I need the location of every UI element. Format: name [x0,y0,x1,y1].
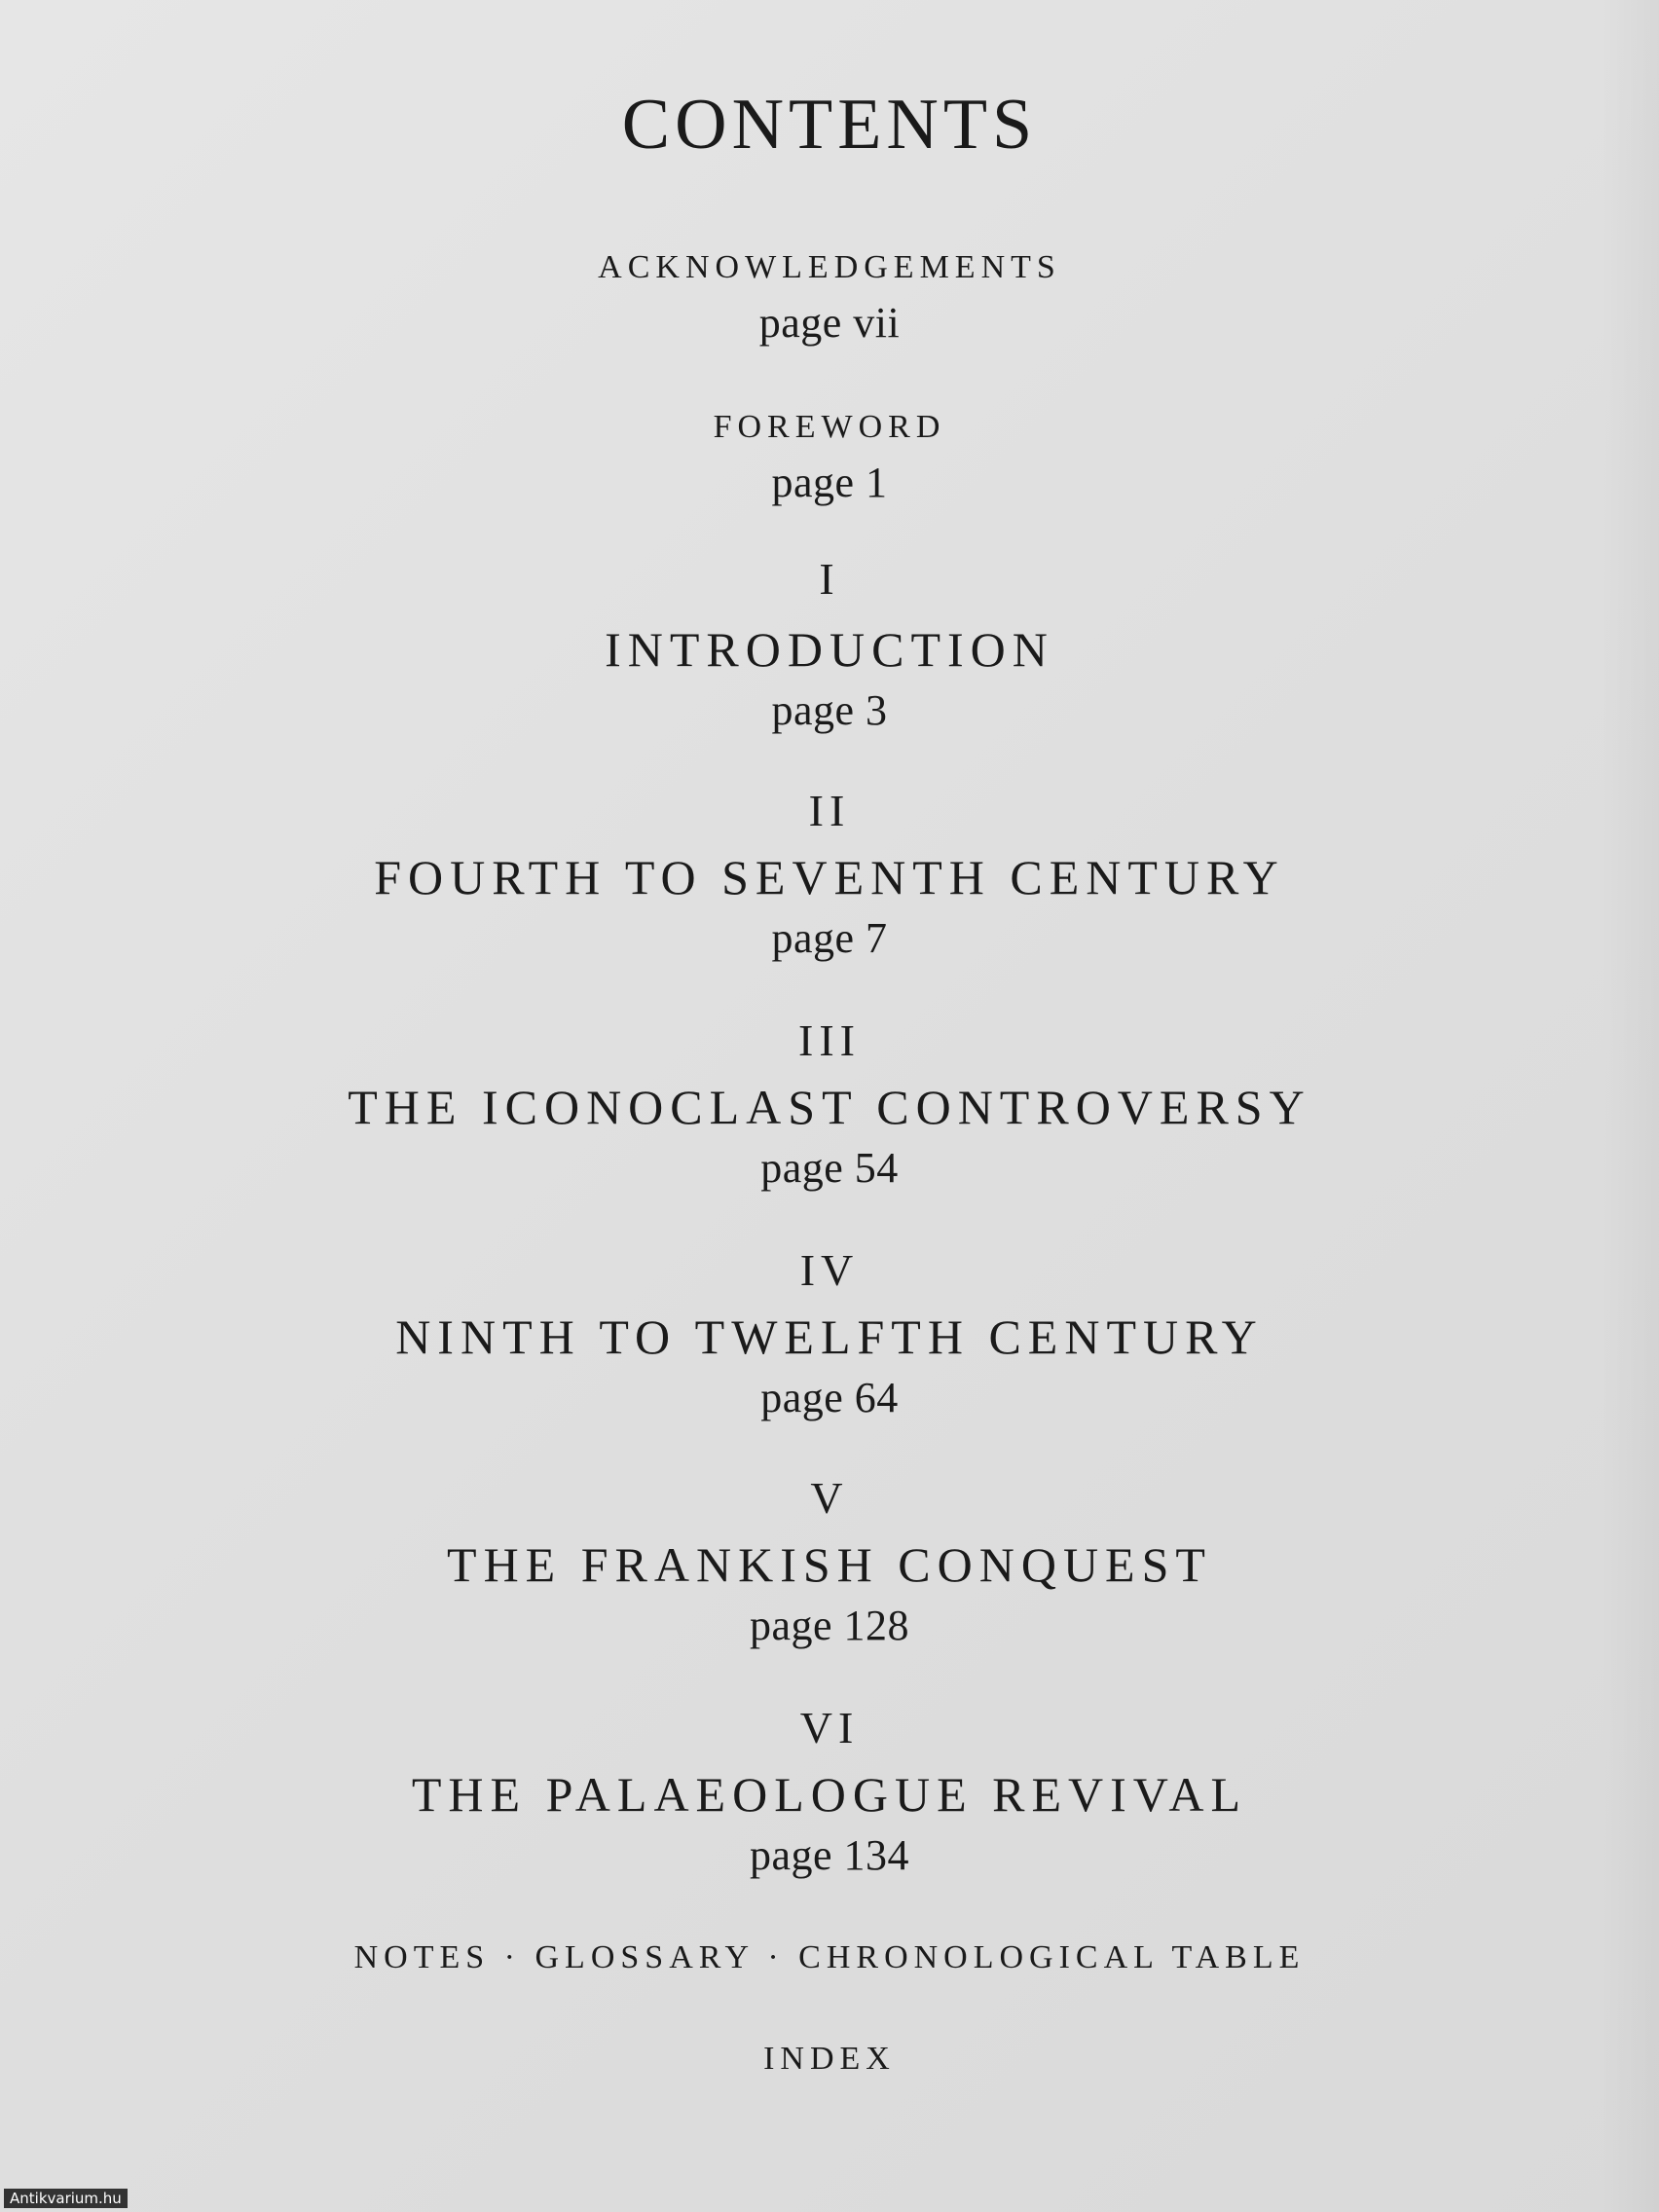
watermark-label: Antikvarium.hu [4,2189,128,2208]
chapter-5-numeral: V [810,1473,849,1523]
foreword-heading: FOREWORD [713,409,946,445]
chapter-5-title: THE FRANKISH CONQUEST [447,1537,1212,1592]
chapter-3-numeral: III [798,1015,861,1065]
foreword-page: page 1 [771,459,888,506]
page-title: CONTENTS [621,85,1038,165]
index-heading: INDEX [763,2041,896,2077]
chapter-2-page: page 7 [771,914,888,962]
appendices-heading: NOTES · GLOSSARY · CHRONOLOGICAL TABLE [353,1939,1306,1975]
chapter-6-numeral: VI [799,1703,860,1752]
acknowledgements-heading: ACKNOWLEDGEMENTS [598,249,1061,285]
chapter-1-numeral: I [819,554,840,604]
chapter-4-page: page 64 [760,1374,899,1421]
chapter-3-title: THE ICONOCLAST CONTROVERSY [348,1080,1311,1134]
chapter-1-title: INTRODUCTION [605,622,1054,677]
acknowledgements-page: page vii [758,299,901,347]
chapter-4-numeral: IV [799,1245,860,1295]
chapter-4-title: NINTH TO TWELFTH CENTURY [395,1309,1264,1364]
chapter-2-title: FOURTH TO SEVENTH CENTURY [374,850,1285,904]
chapter-6-page: page 134 [749,1831,910,1879]
chapter-5-page: page 128 [749,1602,910,1649]
chapter-2-numeral: II [808,786,851,835]
chapter-3-page: page 54 [760,1144,899,1192]
chapter-1-page: page 3 [771,686,888,734]
chapter-6-title: THE PALAEOLOGUE REVIVAL [411,1767,1248,1822]
